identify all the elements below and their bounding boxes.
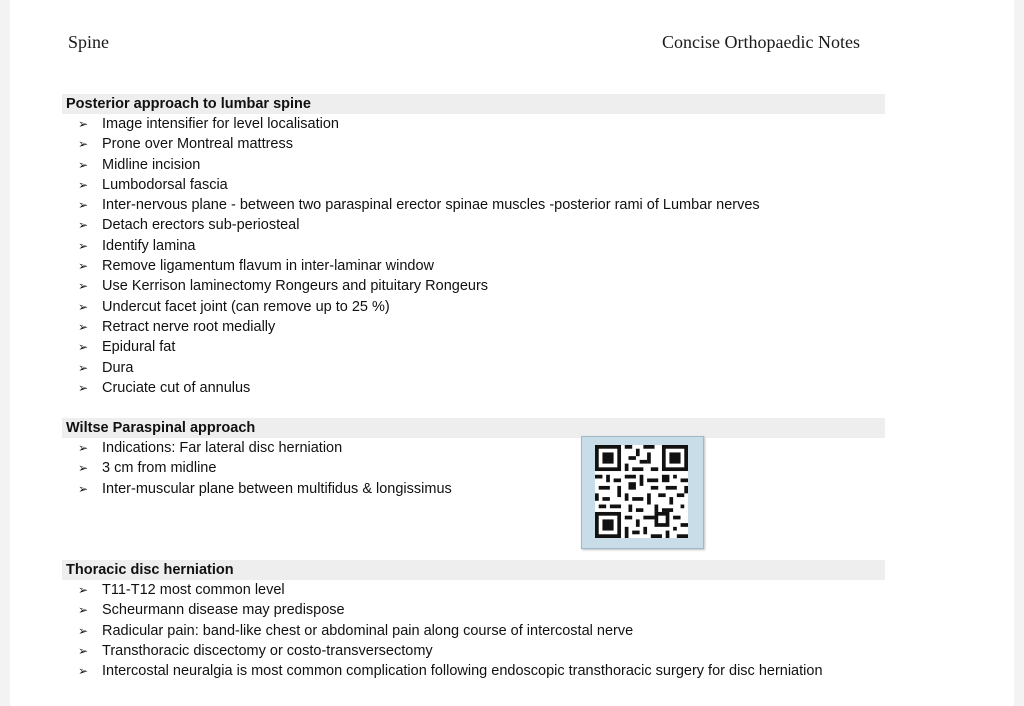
section-posterior-approach <box>62 94 885 398</box>
running-head-right: Concise Orthopaedic Notes <box>662 32 860 52</box>
list-item <box>62 175 885 195</box>
list-item-text: Detach erectors sub-periosteal <box>102 217 300 234</box>
list-item <box>62 337 885 357</box>
list-item <box>62 276 885 296</box>
list-item <box>62 215 885 235</box>
list-item-text: Undercut facet joint (can remove up to 25 %) <box>102 298 390 315</box>
section-title: Thoracic disc herniation <box>62 560 885 580</box>
list-item-text: Inter-nervous plane - between two paraspinal erector spinae muscles -posterior rami of Lumbar nerves <box>102 197 760 214</box>
list-item <box>62 236 885 256</box>
list-item <box>62 256 885 276</box>
list-item <box>62 317 885 337</box>
arrow-bullet-icon: ➢ <box>78 481 89 496</box>
running-head-left: Spine <box>68 32 110 52</box>
arrow-bullet-icon: ➢ <box>78 177 89 192</box>
list-item <box>62 661 885 681</box>
page-edge-right <box>1014 0 1024 706</box>
bullet-list <box>62 580 885 681</box>
arrow-bullet-icon: ➢ <box>78 664 89 679</box>
list-item-text: Remove ligamentum flavum in inter-laminar window <box>102 258 435 275</box>
arrow-bullet-icon: ➢ <box>78 603 89 618</box>
list-item <box>62 297 885 317</box>
list-item <box>62 358 885 378</box>
list-item-text: Inter-muscular plane between multifidus & longissimus <box>102 480 452 497</box>
list-item <box>62 114 885 134</box>
list-item-text: Retract nerve root medially <box>102 318 276 335</box>
arrow-bullet-icon: ➢ <box>78 238 89 253</box>
list-item <box>62 195 885 215</box>
list-item-text: Prone over Montreal mattress <box>102 136 293 153</box>
section-title: Posterior approach to lumbar spine <box>62 94 885 114</box>
arrow-bullet-icon: ➢ <box>78 623 89 638</box>
list-item-text: Indications: Far lateral disc herniation <box>102 440 343 456</box>
qr-code-icon <box>595 445 688 538</box>
list-item-text: Midline incision <box>102 156 201 173</box>
arrow-bullet-icon: ➢ <box>78 380 89 395</box>
arrow-bullet-icon: ➢ <box>78 157 89 172</box>
list-item <box>62 641 885 661</box>
list-item <box>62 378 885 398</box>
arrow-bullet-icon: ➢ <box>78 583 89 597</box>
list-item-text: Use Kerrison laminectomy Rongeurs and pituitary Rongeurs <box>102 278 489 295</box>
arrow-bullet-icon: ➢ <box>78 340 89 355</box>
list-item-text: Transthoracic discectomy or costo-transversectomy <box>102 642 433 659</box>
list-item <box>62 438 885 458</box>
qr-code[interactable] <box>581 436 704 549</box>
list-item <box>62 621 885 641</box>
arrow-bullet-icon: ➢ <box>78 319 89 334</box>
list-item <box>62 580 885 600</box>
section-thoracic-disc <box>62 560 885 681</box>
arrow-bullet-icon: ➢ <box>78 137 89 152</box>
arrow-bullet-icon: ➢ <box>78 117 89 131</box>
arrow-bullet-icon: ➢ <box>78 643 89 658</box>
arrow-bullet-icon: ➢ <box>78 360 89 375</box>
list-item-text: Cruciate cut of annulus <box>102 379 251 396</box>
list-item <box>62 134 885 154</box>
list-item <box>62 155 885 175</box>
list-item-text: Lumbodorsal fascia <box>102 176 228 193</box>
list-item <box>62 600 885 620</box>
list-item-text: T11-T12 most common level <box>102 582 285 598</box>
bullet-list <box>62 438 885 499</box>
list-item-text: Dura <box>102 359 134 376</box>
list-item-text: Intercostal neuralgia is most common complication following endoscopic transthoracic surgery for disc herniation <box>102 663 823 680</box>
page-edge-left <box>0 0 10 706</box>
arrow-bullet-icon: ➢ <box>78 299 89 314</box>
list-item-text: Radicular pain: band-like chest or abdominal pain along course of intercostal nerve <box>102 622 634 639</box>
arrow-bullet-icon: ➢ <box>78 279 89 294</box>
list-item <box>62 458 885 478</box>
arrow-bullet-icon: ➢ <box>78 461 89 476</box>
arrow-bullet-icon: ➢ <box>78 218 89 233</box>
list-item <box>62 479 885 499</box>
list-item-text: 3 cm from midline <box>102 460 217 477</box>
bullet-list <box>62 114 885 398</box>
arrow-bullet-icon: ➢ <box>78 259 89 274</box>
section-title: Wiltse Paraspinal approach <box>62 418 885 438</box>
arrow-bullet-icon: ➢ <box>78 441 89 455</box>
list-item-text: Image intensifier for level localisation <box>102 116 339 132</box>
list-item-text: Scheurmann disease may predispose <box>102 602 345 619</box>
arrow-bullet-icon: ➢ <box>78 198 89 213</box>
list-item-text: Epidural fat <box>102 339 176 356</box>
section-wiltse-approach <box>62 418 885 499</box>
list-item-text: Identify lamina <box>102 237 196 254</box>
